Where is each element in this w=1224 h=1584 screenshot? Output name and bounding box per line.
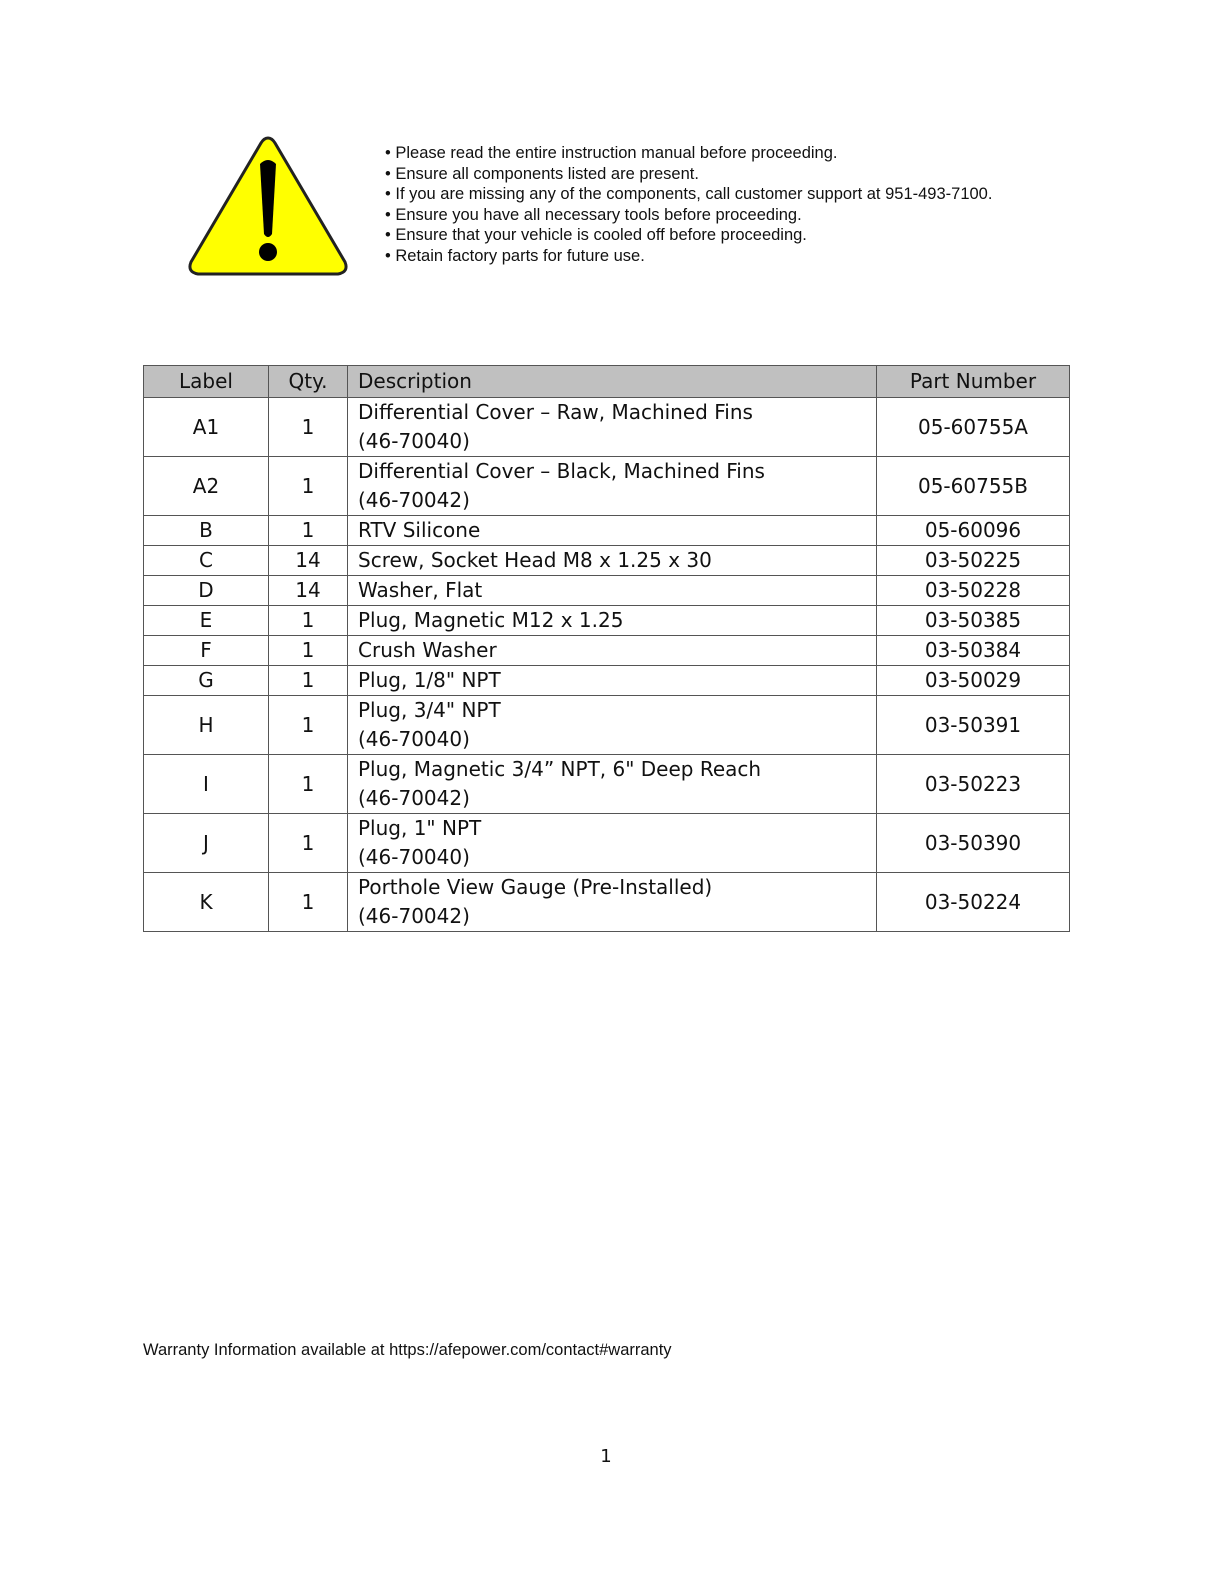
description-line: (46-70040) bbox=[358, 845, 470, 869]
description-line: (46-70042) bbox=[358, 786, 470, 810]
cell-description bbox=[348, 696, 877, 755]
description-line: Differential Cover – Black, Machined Fins bbox=[358, 459, 765, 483]
cell-part-number: 03-50228 bbox=[877, 576, 1070, 606]
cell-description bbox=[348, 873, 877, 932]
description-line: Crush Washer bbox=[358, 638, 497, 662]
cell-part-number: 03-50223 bbox=[877, 755, 1070, 814]
cell-description bbox=[348, 546, 877, 576]
table-row bbox=[144, 873, 1070, 932]
cell-description bbox=[348, 576, 877, 606]
cell-label: J bbox=[144, 814, 269, 873]
cell-description bbox=[348, 457, 877, 516]
page-number: 1 bbox=[600, 1446, 612, 1467]
description-line: RTV Silicone bbox=[358, 518, 481, 542]
cell-qty: 1 bbox=[269, 398, 348, 457]
cell-label: F bbox=[144, 636, 269, 666]
description-line: Screw, Socket Head M8 x 1.25 x 30 bbox=[358, 548, 712, 572]
cell-label: G bbox=[144, 666, 269, 696]
cell-qty: 1 bbox=[269, 873, 348, 932]
table-row bbox=[144, 636, 1070, 666]
cell-description bbox=[348, 666, 877, 696]
warning-bullet: • Ensure all components listed are present. bbox=[385, 164, 699, 183]
description-line: Porthole View Gauge (Pre-Installed) bbox=[358, 875, 713, 899]
cell-part-number: 03-50029 bbox=[877, 666, 1070, 696]
cell-label: H bbox=[144, 696, 269, 755]
cell-label: B bbox=[144, 516, 269, 546]
cell-qty: 14 bbox=[269, 576, 348, 606]
warning-bullet: • If you are missing any of the components, call customer support at 951-493-7100. bbox=[385, 185, 993, 203]
cell-qty: 1 bbox=[269, 696, 348, 755]
description-line: Plug, 3/4" NPT bbox=[358, 698, 501, 722]
description-line: (46-70042) bbox=[358, 904, 470, 928]
cell-label: A1 bbox=[144, 398, 269, 457]
description-line: Differential Cover – Raw, Machined Fins bbox=[358, 400, 753, 424]
cell-qty: 1 bbox=[269, 516, 348, 546]
cell-label: K bbox=[144, 873, 269, 932]
cell-qty: 1 bbox=[269, 636, 348, 666]
cell-label: C bbox=[144, 546, 269, 576]
cell-qty: 1 bbox=[269, 814, 348, 873]
cell-part-number: 05-60096 bbox=[877, 516, 1070, 546]
warranty-info: Warranty Information available at https://afepower.com/contact#warranty bbox=[143, 1341, 672, 1359]
table-row bbox=[144, 666, 1070, 696]
table-row bbox=[144, 814, 1070, 873]
table-row bbox=[144, 576, 1070, 606]
cell-label: I bbox=[144, 755, 269, 814]
warning-bullet: • Please read the entire instruction manual before proceeding. bbox=[385, 144, 838, 162]
cell-description bbox=[348, 398, 877, 457]
cell-part-number: 03-50391 bbox=[877, 696, 1070, 755]
header-label: Label bbox=[144, 366, 269, 398]
table-row bbox=[144, 696, 1070, 755]
cell-qty: 1 bbox=[269, 606, 348, 636]
description-line: Washer, Flat bbox=[358, 578, 483, 602]
header-description: Description bbox=[348, 366, 877, 398]
header-part-number: Part Number bbox=[877, 366, 1070, 398]
description-line: Plug, Magnetic M12 x 1.25 bbox=[358, 608, 624, 632]
table-row bbox=[144, 606, 1070, 636]
cell-part-number: 05-60755B bbox=[877, 457, 1070, 516]
warning-bullet: • Ensure you have all necessary tools before proceeding. bbox=[385, 205, 802, 224]
cell-label: D bbox=[144, 576, 269, 606]
cell-qty: 1 bbox=[269, 666, 348, 696]
description-line: (46-70040) bbox=[358, 429, 470, 453]
table-row bbox=[144, 398, 1070, 457]
cell-part-number: 03-50385 bbox=[877, 606, 1070, 636]
cell-part-number: 05-60755A bbox=[877, 398, 1070, 457]
cell-description bbox=[348, 636, 877, 666]
cell-qty: 14 bbox=[269, 546, 348, 576]
cell-description bbox=[348, 814, 877, 873]
cell-description bbox=[348, 606, 877, 636]
table-row bbox=[144, 755, 1070, 814]
warning-bullet-list bbox=[385, 143, 992, 266]
warning-triangle-icon bbox=[186, 134, 350, 278]
cell-description bbox=[348, 755, 877, 814]
table-row bbox=[144, 457, 1070, 516]
cell-part-number: 03-50225 bbox=[877, 546, 1070, 576]
description-line: (46-70042) bbox=[358, 488, 470, 512]
table-row bbox=[144, 546, 1070, 576]
parts-table-body bbox=[144, 398, 1070, 932]
cell-label: A2 bbox=[144, 457, 269, 516]
cell-part-number: 03-50390 bbox=[877, 814, 1070, 873]
table-header-row bbox=[144, 366, 1070, 398]
cell-qty: 1 bbox=[269, 457, 348, 516]
parts-list-table bbox=[143, 365, 1070, 932]
cell-part-number: 03-50384 bbox=[877, 636, 1070, 666]
cell-label: E bbox=[144, 606, 269, 636]
cell-part-number: 03-50224 bbox=[877, 873, 1070, 932]
cell-qty: 1 bbox=[269, 755, 348, 814]
warning-bullet: • Ensure that your vehicle is cooled off before proceeding. bbox=[385, 226, 807, 244]
table-row bbox=[144, 516, 1070, 546]
header-qty: Qty. bbox=[269, 366, 348, 398]
description-line: Plug, Magnetic 3/4” NPT, 6" Deep Reach bbox=[358, 757, 762, 781]
description-line: Plug, 1" NPT bbox=[358, 816, 482, 840]
cell-description bbox=[348, 516, 877, 546]
description-line: (46-70040) bbox=[358, 727, 470, 751]
exclamation-dot bbox=[259, 243, 277, 261]
warning-bullet: • Retain factory parts for future use. bbox=[385, 246, 645, 265]
description-line: Plug, 1/8" NPT bbox=[358, 668, 501, 692]
